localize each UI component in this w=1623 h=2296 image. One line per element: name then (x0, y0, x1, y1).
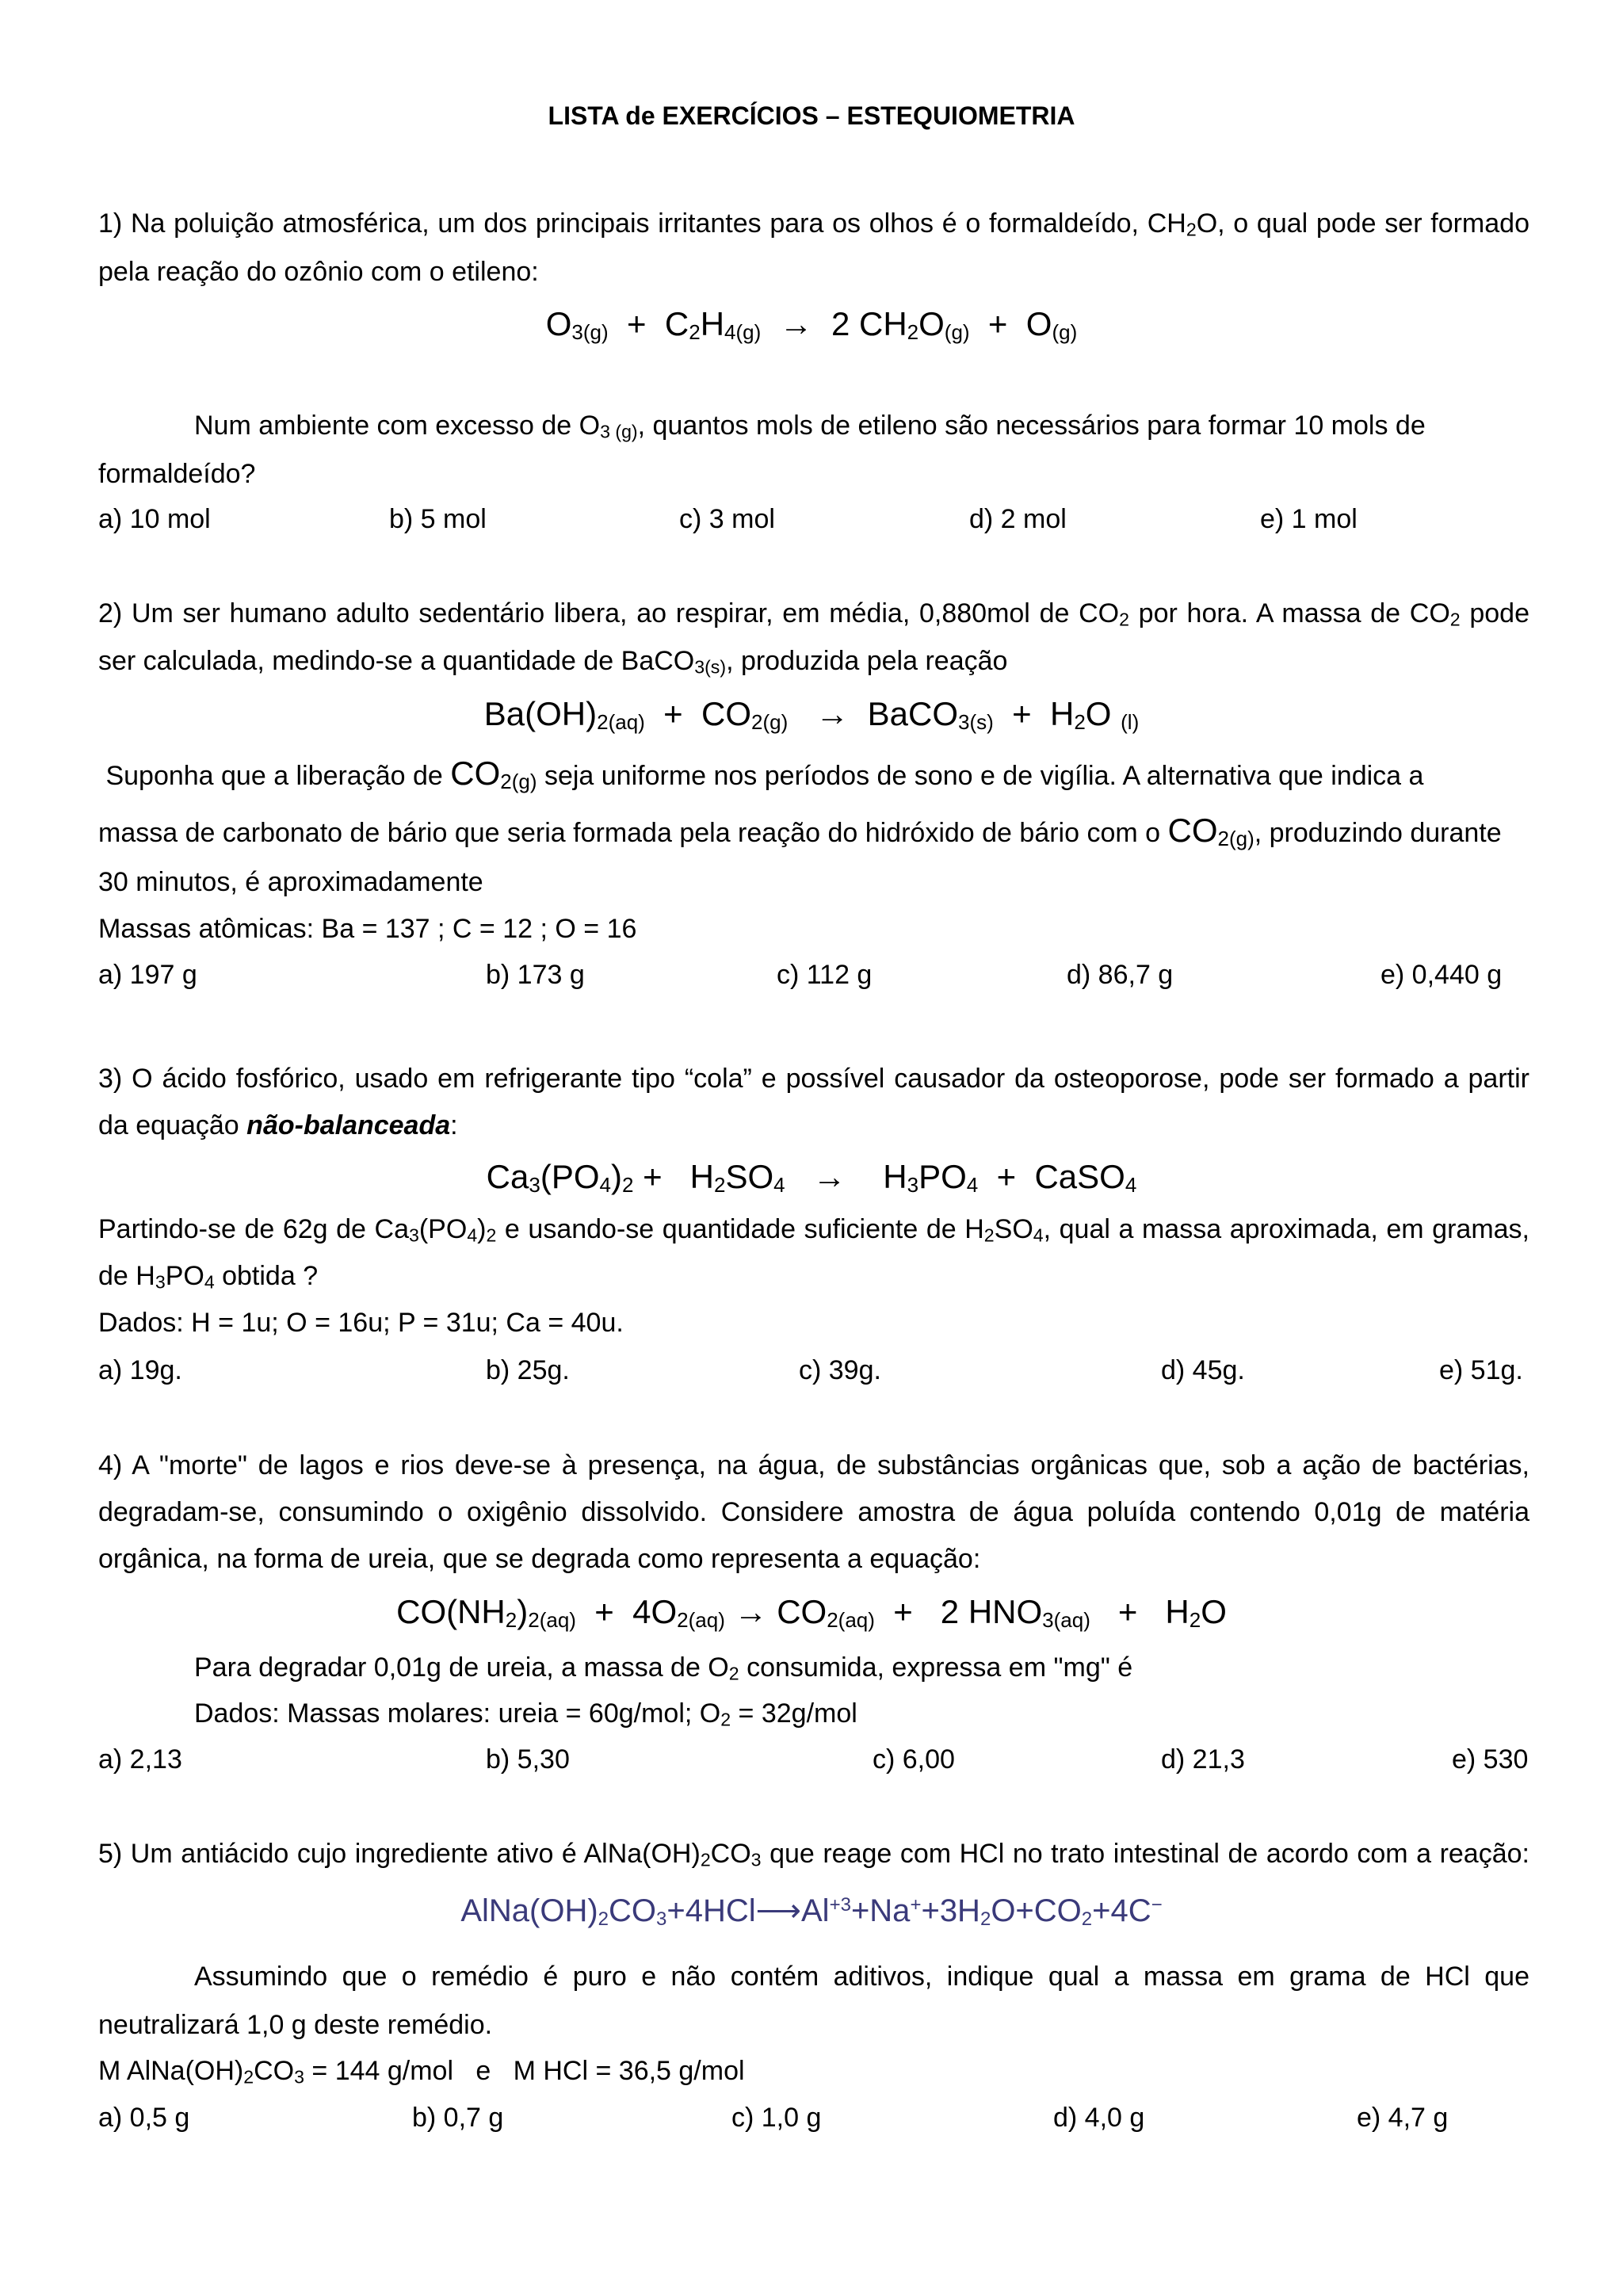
q3-line-5: Dados: H = 1u; O = 16u; P = 31u; Ca = 40u. (98, 1308, 624, 1338)
q5-line-3: neutralizará 1,0 g deste remédio. (98, 2010, 493, 2040)
q2-option-e: e) 0,440 g (1381, 960, 1503, 990)
q1-option-b: b) 5 mol (389, 504, 487, 534)
page-title: LISTA de EXERCÍCIOS – ESTEQUIOMETRIA (548, 101, 1075, 130)
q4-option-a: a) 2,13 (98, 1744, 182, 1775)
q4-option-d: d) 21,3 (1161, 1744, 1245, 1775)
q4-line-2: degradam-se, consumindo o oxigênio dissolvido. Considere amostra de água poluída contendo 0,01g de matéria (98, 1497, 1529, 1527)
q3-option-c: c) 39g. (799, 1355, 881, 1385)
q5-line-2: Assumindo que o remédio é puro e não contém aditivos, indique qual a massa em grama de HCl que (194, 1962, 1529, 1992)
q1-line-4: formaldeído? (98, 459, 256, 489)
q5-line-4: M $AlNa(OH)_2CO_3 = 144$ g/mol e M HCl = 36,5 g/mol (98, 2056, 745, 2088)
q3-line-3: Partindo-se de 62g de $Ca_3(PO_4)_2$ e usando-se quantidade suficiente de $H_2SO_4$, qual a massa aproximada, em gramas, (98, 1214, 1529, 1246)
q5-option-d: d) 4,0 g (1053, 2103, 1145, 2133)
q3-line-2: da equação não-balanceada: (98, 1110, 458, 1140)
q2-line-4: massa de carbonato de bário que seria formada pela reação do hidróxido de bário com o $CO_{2(g)}$, produzindo durante (98, 812, 1502, 851)
q5-line-1: 5) Um antiácido cujo ingrediente ativo é $AlNa(OH)_2CO_3$ que reage com HCl no trato intestinal de acordo com a reação: (98, 1839, 1529, 1870)
q4-option-c: c) 6,00 (873, 1744, 955, 1775)
q5-option-a: a) 0,5 g (98, 2103, 190, 2133)
q5-equation-image: $AlNa(OH)_2CO_3+4HCl⟶Al^{+3}+Na^++3H_2O+CO_2+4C^-$ (460, 1893, 1163, 1930)
q3-line-4: de $H_3PO_4$ obtida ? (98, 1261, 319, 1293)
q3-option-b: b) 25g. (486, 1355, 570, 1385)
q1-line-1: 1) Na poluição atmosférica, um dos principais irritantes para os olhos é o formaldeído, $CH_2O$, o qual pode ser formado (98, 208, 1529, 240)
q4-option-b: b) 5,30 (486, 1744, 570, 1775)
q2-line-1: 2) Um ser humano adulto sedentário libera, ao respirar, em média, 0,880mol de $CO_2$ por hora. A massa de $CO_2$ pode (98, 598, 1529, 630)
q2-line-5: 30 minutos, é aproximadamente (98, 867, 483, 897)
q2-line-3: Suponha que a liberação de $CO_{2(g)}$ seja uniforme nos períodos de sono e de vigília. A alternativa que indica a (98, 755, 1424, 794)
q2-line-6: Massas atômicas: Ba = 137 ; C = 12 ; O = 16 (98, 914, 637, 944)
q2-option-b: b) 173 g (486, 960, 585, 990)
q2-option-a: a) 197 g (98, 960, 197, 990)
q1-line-2: pela reação do ozônio com o etileno: (98, 257, 539, 287)
q3-line-1: 3) O ácido fosfórico, usado em refrigerante tipo “cola” e possível causador da osteoporose, pode ser formado a partir (98, 1064, 1529, 1094)
q5-option-b: b) 0,7 g (412, 2103, 504, 2133)
q4-line-1: 4) A "morte" de lagos e rios deve-se à presença, na água, de substâncias orgânicas que, sob a ação de bactérias, (98, 1450, 1529, 1480)
q1-option-d: d) 2 mol (969, 504, 1067, 534)
q2-equation: $Ba(OH)_{2(aq)} + CO_{2(g)}$ → BaCO$_{3(s)}$ + $H_2O$ $_{(l)}$ (483, 695, 1140, 735)
q4-line-3: orgânica, na forma de ureia, que se degrada como representa a equação: (98, 1544, 981, 1574)
q4-equation: $CO(NH_2)_{2(aq)} + 4O_{2(aq)} \to CO_{2(aq)} + 2$ $HNO_{3(aq)} + H_2O$ (396, 1593, 1227, 1633)
q1-option-c: c) 3 mol (679, 504, 775, 534)
q1-option-a: a) 10 mol (98, 504, 211, 534)
q1-line-3: Num ambiente com excesso de $O_{3 (g)}$, quantos mols de etileno são necessários para formar 10 mols de (194, 411, 1426, 442)
q5-option-e: e) 4,7 g (1357, 2103, 1449, 2133)
q3-equation: $Ca_3(PO_4)_2 + H_2SO_4$ → $H_3PO_4$ + CaSO$_4$ (486, 1158, 1137, 1198)
q4-line-4: Para degradar 0,01g de ureia, a massa de $O_2$ consumida, expressa em "mg" é (194, 1652, 1133, 1684)
q3-option-d: d) 45g. (1161, 1355, 1245, 1385)
q3-option-a: a) 19g. (98, 1355, 182, 1385)
q2-line-2: ser calculada, medindo-se a quantidade de BaCO$_{3(s)}$, produzida pela reação (98, 646, 1008, 678)
q4-option-e: e) 530 (1452, 1744, 1529, 1775)
q5-option-c: c) 1,0 g (731, 2103, 822, 2133)
q1-option-e: e) 1 mol (1260, 504, 1358, 534)
q2-option-c: c) 112 g (777, 960, 873, 990)
q2-option-d: d) 86,7 g (1067, 960, 1174, 990)
q4-line-5: Dados: Massas molares: ureia = 60g/mol; $O_2 = 32g/mol$ (194, 1698, 857, 1730)
q1-equation: $O_{3(g)} + C_2H_{4(g)} \to 2$ $CH_2O_{(g)} + O_{(g)}$ (545, 305, 1078, 345)
q3-option-e: e) 51g. (1439, 1355, 1523, 1385)
